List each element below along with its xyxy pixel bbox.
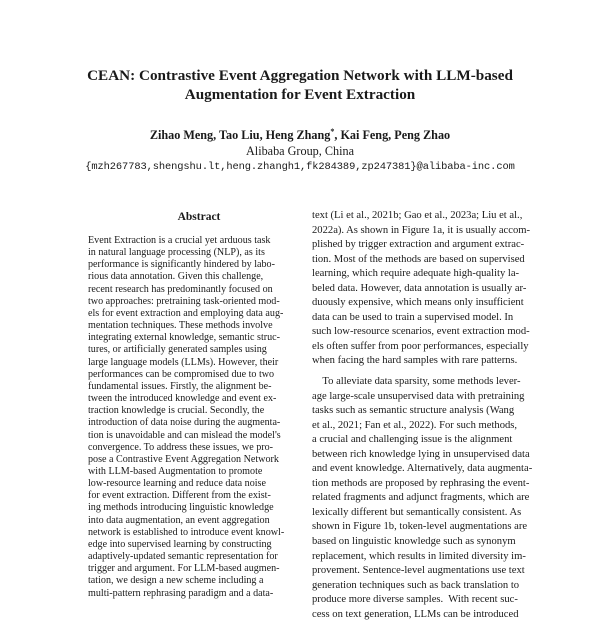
text-line: replacement, which results in limited diversity im- xyxy=(312,550,526,562)
author-list-rest: , Kai Feng, Peng Zhao xyxy=(334,128,451,142)
body-paragraph-2 xyxy=(312,375,546,622)
abstract-body xyxy=(88,235,310,600)
corresponding-author-mark: * xyxy=(330,127,335,136)
text-line: et al., 2021; Fan et al., 2022). For such methods, xyxy=(312,419,518,431)
text-line: large language models (LLMs). However, their xyxy=(88,356,279,368)
text-line: ing methods introducing linguistic knowledge xyxy=(88,502,274,514)
text-line: els often suffer from poor performances, especially xyxy=(312,340,529,352)
text-line: Event Extraction is a crucial yet arduous task xyxy=(88,235,271,246)
author-emails: {mzh267783,shengshu.lt,heng.zhangh1,fk284389,zp247381}@alibaba-inc.com xyxy=(85,161,515,173)
text-line: text (Li et al., 2021b; Gao et al., 2023a; Liu et al., xyxy=(312,210,523,221)
text-line: beled data. However, data annotation is usually ar- xyxy=(312,282,527,294)
text-line: shown in Figure 1b, token-level augmentations are xyxy=(312,521,528,533)
author-list: Zihao Meng, Tao Liu, Heng Zhang xyxy=(149,128,331,142)
title-line: CEAN: Contrastive Event Aggregation Network with LLM-based xyxy=(87,67,513,84)
text-line: introduction of data noise during the augmenta- xyxy=(88,417,281,429)
text-line: adaptively-updated semantic representation for xyxy=(88,551,278,563)
text-line: generation techniques such as back translation to xyxy=(312,579,520,591)
author-names xyxy=(40,124,560,143)
text-line: pose a Contrastive Event Aggregation Network xyxy=(88,453,279,465)
text-line: performance is significantly hindered by labo- xyxy=(88,259,275,271)
author-block xyxy=(40,124,560,175)
text-line: tures, or artificially generated samples using xyxy=(88,344,267,356)
title-line: Augmentation for Event Extraction xyxy=(184,86,416,103)
text-line: performances can be compromised due to two xyxy=(88,368,275,380)
text-line: low-resource learning and reduce data noise xyxy=(88,478,266,490)
text-line: into data augmentation, an event aggregation xyxy=(88,514,270,526)
text-line: between rich knowledge lying in unsupervised data xyxy=(312,448,530,460)
text-line: and event knowledge. Alternatively, data augmenta- xyxy=(312,463,533,475)
text-line: plished by trigger extraction and argument extrac- xyxy=(312,239,525,251)
text-line: integrating external knowledge, semantic struc- xyxy=(88,332,280,344)
text-line: tween the introduced knowledge and event ex- xyxy=(88,393,277,405)
text-line: lexically different but semantically consistent. As xyxy=(312,506,522,518)
text-line: such low-resource scenarios, event extraction mod- xyxy=(312,326,530,338)
text-line: in natural language processing (NLP), as its xyxy=(88,247,265,259)
text-line: with LLM-based Augmentation to promote xyxy=(88,465,263,477)
text-line: based on linguistic knowledge such as synonym xyxy=(312,536,516,548)
text-line: els for event extraction and employing data aug- xyxy=(88,307,284,319)
text-line: mentation techniques. These methods involve xyxy=(88,320,273,332)
text-line: trigger and argument. For LLM-based augmen- xyxy=(88,563,280,575)
text-line: produce more diverse samples. With recent suc- xyxy=(312,594,518,606)
text-line: convergence. To address these issues, we pro- xyxy=(88,441,274,453)
abstract-heading: Abstract xyxy=(177,211,221,223)
text-line: when facing the hard samples with rare patterns. xyxy=(312,355,518,367)
text-line: two approaches: pretraining task-oriented mod- xyxy=(88,295,280,307)
text-line: multi-pattern rephrasing paradigm and a data- xyxy=(88,587,274,599)
text-line: tasks such as semantic structure analysis (Wang xyxy=(312,405,515,417)
text-line: tion is unavoidable and can mislead the model's xyxy=(88,429,281,441)
text-line: for event extraction. Different from the exist- xyxy=(88,490,271,502)
text-line: cess on text generation, LLMs can be introduced xyxy=(312,608,519,620)
text-line: age large-scale unsupervised data with pretraining xyxy=(312,390,525,402)
text-line: tion. Most of the methods are based on supervised xyxy=(312,253,525,265)
affiliation: Alibaba Group, China xyxy=(246,144,354,158)
text-line: network is established to introduce event knowl- xyxy=(88,526,285,538)
text-line: To alleviate data sparsity, some methods lever- xyxy=(312,376,521,388)
text-line: related fragments and adjunct fragments, which are xyxy=(312,492,530,504)
paper-title xyxy=(40,66,560,104)
text-line: a crucial and challenging issue is the alignment xyxy=(312,434,513,446)
text-line: provement. Sentence-level augmentations use text xyxy=(312,565,525,577)
body-paragraph-1 xyxy=(312,209,546,369)
text-line: traction knowledge is crucial. Secondly, the xyxy=(88,405,265,417)
text-line: tion methods are proposed by rephrasing the event- xyxy=(312,477,530,489)
text-line: tation, we design a new scheme including a xyxy=(88,575,264,587)
text-line: fundamental issues. Firstly, the alignment be- xyxy=(88,380,272,392)
text-line: data can be used to train a supervised model. In xyxy=(312,311,514,323)
text-line: learning, which require adequate high-quality la- xyxy=(312,268,520,280)
body-column-right xyxy=(312,209,546,622)
text-line: rious data annotation. Given this challenge, xyxy=(88,271,264,283)
text-line: recent research has predominantly focused on xyxy=(88,283,273,295)
text-line: duously expensive, which means only insufficient xyxy=(312,297,524,309)
text-line: 2022a). As shown in Figure 1a, it is usually accom- xyxy=(312,224,531,236)
text-line: edge into supervised learning by constructing xyxy=(88,538,272,550)
